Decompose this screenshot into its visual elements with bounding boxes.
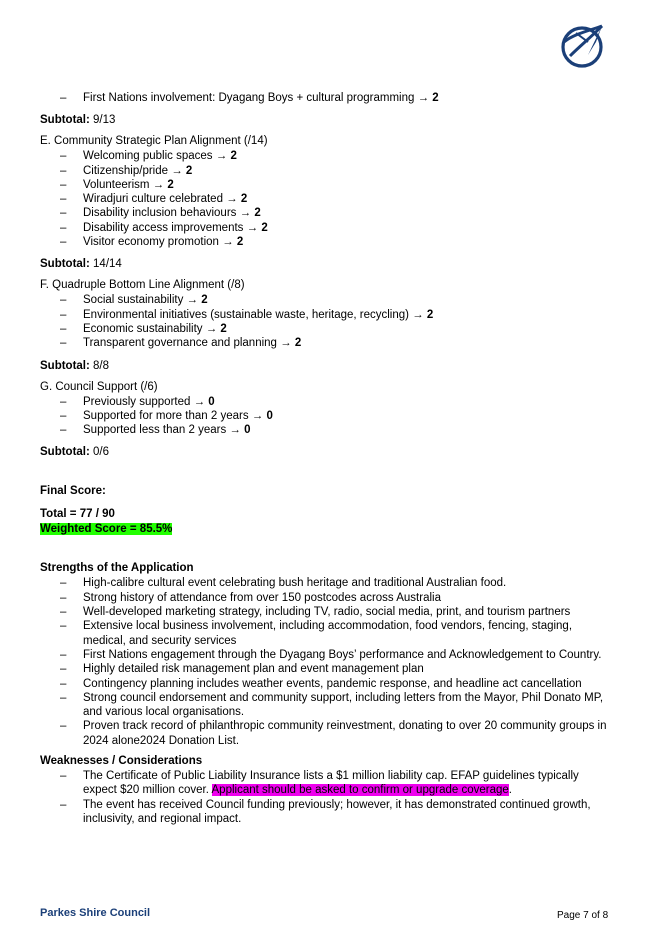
list-item — [60, 677, 610, 691]
weighted-score — [40, 522, 610, 537]
list-item-text: First Nations involvement: Dyagang Boys + cultural programming → — [83, 92, 433, 104]
dash-bullet: – — [60, 308, 67, 321]
list-item — [60, 149, 610, 163]
list-item-text: Social sustainability → — [83, 294, 202, 307]
dash-bullet: – — [60, 207, 67, 220]
list-item — [60, 409, 610, 423]
council-logo-icon — [558, 22, 608, 68]
list-item-text: Extensive local business involvement, including accommodation, food vendors, fencing, staging, medical, and security services — [83, 620, 573, 647]
dash-bullet: – — [60, 193, 67, 206]
subtotal-label: Subtotal: — [40, 258, 90, 271]
section-d-list — [40, 91, 610, 105]
dash-bullet: – — [60, 770, 67, 783]
list-item-text: Supported less than 2 years → — [83, 424, 245, 437]
dash-bullet: – — [60, 92, 67, 104]
dash-bullet: – — [60, 409, 67, 422]
dash-bullet: – — [60, 294, 67, 307]
list-item — [60, 662, 610, 676]
dash-bullet: – — [60, 322, 67, 335]
list-item-text: The Certificate of Public Liability Insurance lists a $1 million liability cap. EFAP guidelines typically expect $20 million cover. — [83, 770, 579, 797]
list-item — [60, 423, 610, 437]
list-item-text: Previously supported → — [83, 395, 209, 408]
subtotal-value: 14/14 — [89, 258, 122, 271]
list-item — [60, 164, 610, 178]
dash-bullet: – — [60, 663, 67, 676]
list-item-text: Well-developed marketing strategy, including TV, radio, social media, print, and tourism partners — [83, 606, 571, 619]
dash-bullet: – — [60, 677, 67, 690]
list-item-score: 2 — [167, 178, 174, 191]
list-item-text: Citizenship/pride → — [83, 164, 186, 177]
section-e-subtotal — [40, 257, 610, 272]
weaknesses-heading: Weaknesses / Considerations — [40, 755, 203, 768]
list-item-text: High-calibre cultural event celebrating bush heritage and traditional Australian food. — [83, 577, 507, 590]
weaknesses-list — [40, 769, 610, 826]
list-item — [60, 91, 610, 105]
dash-bullet: – — [60, 164, 67, 177]
list-item-text: Transparent governance and planning → — [83, 337, 295, 350]
dash-bullet: – — [60, 424, 67, 437]
dash-bullet: – — [60, 591, 67, 604]
document-body — [40, 91, 610, 826]
list-item — [60, 221, 610, 235]
total-score: Total = 77 / 90 — [40, 508, 115, 521]
list-item-score: 2 — [201, 294, 208, 307]
subtotal-label: Subtotal: — [40, 114, 90, 127]
list-item-score: 0 — [244, 424, 251, 437]
dash-bullet: – — [60, 620, 67, 633]
section-g-list — [40, 395, 610, 438]
subtotal-value: 9/13 — [89, 114, 116, 127]
list-item-score: 2 — [254, 207, 261, 220]
list-item-score: 2 — [236, 236, 244, 249]
dash-bullet: – — [60, 720, 67, 733]
list-item-text: First Nations engagement through the Dyagang Boys’ performance and Acknowledgement to Country. — [83, 648, 602, 661]
list-item-score: 2 — [426, 308, 434, 321]
list-item-text: Wiradjuri culture celebrated → — [83, 193, 241, 206]
list-item-text: Strong history of attendance from over 150 postcodes across Australia — [83, 591, 441, 604]
list-item — [60, 395, 610, 409]
section-f-subtotal — [40, 359, 610, 374]
section-f-heading: F. Quadruple Bottom Line Alignment (/8) — [40, 279, 245, 292]
subtotal-value: 0/6 — [89, 446, 110, 459]
page-number: Page 7 of 8 — [557, 910, 609, 921]
strengths-heading: Strengths of the Application — [40, 562, 194, 575]
final-score-heading: Final Score: — [40, 485, 106, 498]
dash-bullet: – — [60, 178, 67, 191]
dash-bullet: – — [60, 337, 67, 350]
list-item-score: 2 — [432, 92, 439, 104]
section-g-heading: G. Council Support (/6) — [40, 380, 158, 393]
section-g-subtotal — [40, 445, 610, 460]
section-e-list — [40, 149, 610, 249]
list-item — [60, 192, 610, 206]
list-item-text: Disability access improvements → — [83, 221, 262, 234]
list-item-text: Visitor economy promotion → — [83, 236, 237, 249]
list-item-text: Volunteerism → — [83, 178, 168, 191]
list-item — [60, 178, 610, 192]
list-item — [60, 648, 610, 662]
list-item — [60, 235, 610, 249]
dash-bullet: – — [60, 606, 67, 619]
list-item-text: Disability inclusion behaviours → — [83, 207, 255, 220]
dash-bullet: – — [60, 798, 67, 811]
list-item-text: Contingency planning includes weather events, pandemic response, and headline act cancellation — [83, 677, 582, 690]
coverage-highlight: Applicant should be asked to confirm or upgrade coverage — [211, 784, 509, 797]
list-item-score: 2 — [230, 150, 237, 163]
list-item-score: 2 — [261, 221, 268, 234]
list-item — [60, 605, 610, 619]
list-item — [60, 293, 610, 307]
list-item-text: The event has received Council funding previously; however, it has demonstrated continued growth, inclusivity, and regional impact. — [83, 798, 591, 825]
section-f-list — [40, 293, 610, 350]
subtotal-label: Subtotal: — [40, 446, 90, 459]
list-item — [60, 322, 610, 336]
subtotal-value: 8/8 — [89, 359, 110, 372]
list-item-text: Environmental initiatives (sustainable waste, heritage, recycling) → — [83, 308, 427, 321]
list-item-text-end: . — [508, 784, 512, 797]
list-item — [60, 336, 610, 350]
list-item — [60, 619, 610, 648]
list-item — [60, 206, 610, 220]
list-item-score: 0 — [266, 409, 273, 422]
list-item-score: 2 — [185, 164, 193, 177]
dash-bullet: – — [60, 150, 67, 163]
list-item — [60, 769, 610, 798]
list-item-score: 2 — [294, 337, 302, 350]
dash-bullet: – — [60, 395, 67, 408]
section-e-heading: E. Community Strategic Plan Alignment (/14) — [40, 135, 268, 148]
section-d-subtotal — [40, 113, 610, 128]
list-item — [60, 691, 610, 720]
dash-bullet: – — [60, 221, 67, 234]
dash-bullet: – — [60, 691, 67, 704]
list-item — [60, 719, 610, 748]
subtotal-label: Subtotal: — [40, 359, 90, 372]
list-item-text: Supported for more than 2 years → — [83, 409, 267, 422]
list-item-text: Economic sustainability → — [83, 322, 221, 335]
list-item-score: 2 — [220, 322, 227, 335]
weighted-score-highlight: Weighted Score = 85.5% — [40, 523, 173, 536]
footer-organisation: Parkes Shire Council — [40, 907, 151, 919]
list-item — [60, 798, 610, 827]
list-item-text: Strong council endorsement and community support, including letters from the Mayor, Phil Donato MP, and various local organisations. — [83, 691, 604, 719]
dash-bullet: – — [60, 577, 67, 590]
list-item-score: 0 — [208, 395, 215, 408]
strengths-list — [40, 576, 610, 748]
list-item-score: 2 — [240, 193, 248, 206]
list-item-text: Proven track record of philanthropic community reinvestment, donating to over 20 community groups in 2024 alone2024 Donation List. — [83, 720, 607, 747]
list-item — [60, 591, 610, 605]
list-item-text: Highly detailed risk management plan and event management plan — [83, 663, 424, 676]
dash-bullet: – — [60, 236, 67, 249]
list-item — [60, 308, 610, 322]
list-item-text: Welcoming public spaces → — [83, 150, 231, 163]
dash-bullet: – — [60, 648, 67, 661]
list-item — [60, 576, 610, 590]
